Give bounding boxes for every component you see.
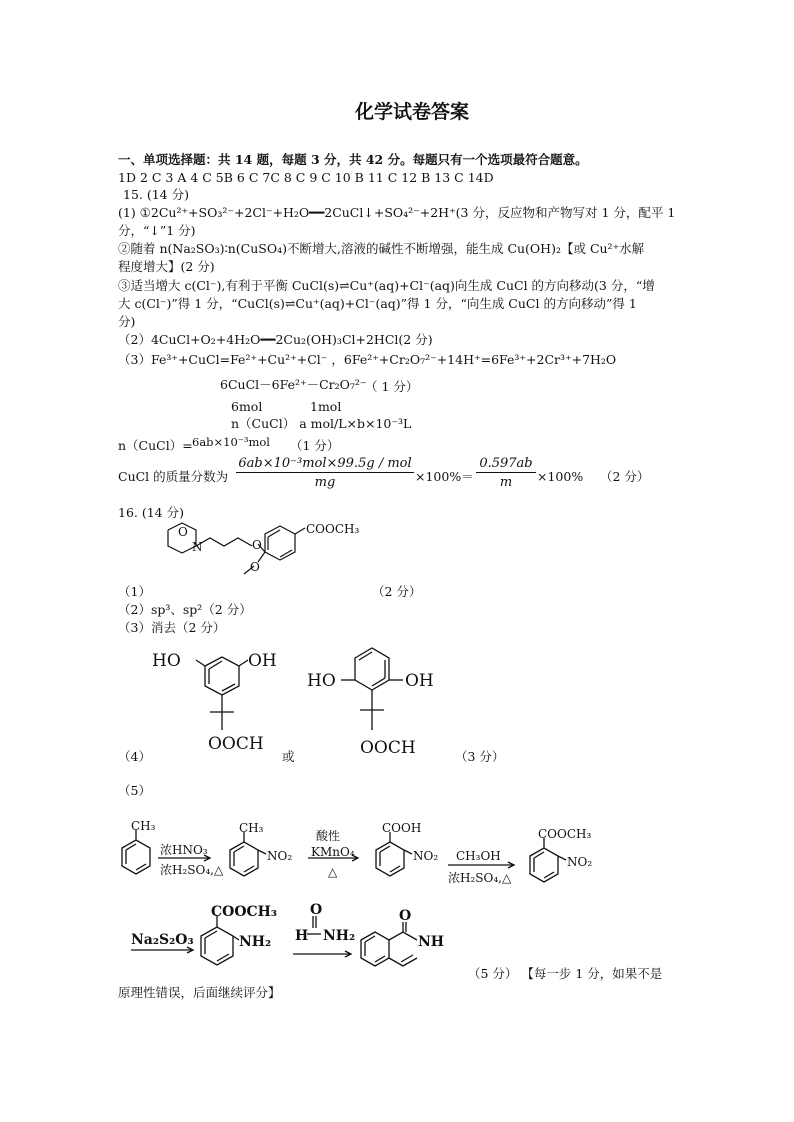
route-int3-cooch3: COOCH₃ [538, 827, 592, 841]
q15-times-2: ×100% [537, 469, 584, 484]
synthesis-route-row1 [118, 818, 618, 898]
q15-p2-line1: ②随着 n(Na₂SO₃)∶n(CuSO₄)不断增大,溶液的碱性不断增强，能生成 Cu(OH)₂【或 Cu²⁺水解 [118, 241, 645, 256]
route-step3-bottom: 浓H₂SO₄,△ [448, 871, 512, 885]
q16-p4-label: （4） [118, 749, 151, 764]
q15-part2: （2）4CuCl+O₂+4H₂O━━2Cu₂(OH)₃Cl+2HCl(2 分) [118, 332, 433, 347]
q15-n-result-value: 6ab×10⁻³mol [192, 435, 270, 449]
q16-p4-or: 或 [282, 749, 295, 764]
q15-relation: 6CuCl－6Fe²⁺－Cr₂O₇²⁻ [220, 377, 367, 392]
q16-p5-label: （5） [118, 783, 151, 798]
q15-fraction-2-numerator: 0.597ab [476, 456, 536, 473]
route-formamide-nh2: NH₂ [323, 928, 356, 944]
q15-p3-line1: ③适当增大 c(Cl⁻),有利于平衡 CuCl(s)⇌Cu⁺(aq)+Cl⁻(aq)向生成 CuCl 的方向移动(3 分，“增 [118, 278, 655, 293]
struct4a-ooch: OOCH [208, 734, 264, 754]
q16-p1-score: （2 分） [372, 584, 422, 599]
route-int2-cooh: COOH [382, 821, 422, 835]
route-step2-bottom: △ [328, 865, 338, 879]
route-int4-cooch3: COOCH₃ [211, 904, 278, 920]
synthesis-route-row2 [125, 900, 445, 980]
q16-p5-note: 原理性错误，后面继续评分】 [118, 985, 281, 1000]
q16-p3: （3）消去（2 分） [118, 620, 226, 635]
q15-fraction-1-numerator: 6ab×10⁻³mol×99.5g / mol [236, 456, 414, 473]
struct4b-oh: OH [405, 671, 434, 691]
struct1-ester: COOCH₃ [306, 522, 360, 536]
q15-p3-line2: 大 c(Cl⁻)”得 1 分，“CuCl(s)⇌Cu⁺(aq)+Cl⁻(aq)”得 1 分，“向生成 CuCl 的方向移动”得 1 [118, 296, 637, 311]
q16-p1-label: （1） [118, 584, 151, 599]
q15-fraction-1-denominator: mg [314, 475, 336, 490]
struct1-o-methoxy: O [250, 560, 260, 574]
q15-n-result-score: （1 分） [290, 438, 340, 453]
struct4a-oh: OH [248, 651, 277, 671]
structure-q16-4a [150, 648, 290, 763]
struct1-n: N [192, 540, 203, 554]
q15-mass-score: （2 分） [600, 469, 650, 484]
route-step2-top: 酸性 [316, 829, 341, 843]
route-int2-no2: NO₂ [413, 849, 439, 863]
section1-heading: 一、单项选择题：共 14 题，每题 3 分，共 42 分。每题只有一个选项最符合题意。 [118, 152, 588, 167]
route-toluene-ch3: CH₃ [131, 819, 156, 833]
q15-mol-6: 6mol [231, 399, 263, 414]
q15-fraction-2-denominator: m [499, 475, 513, 490]
route-product-o: O [399, 908, 412, 924]
q15-n-line: n（CuCl） a mol/L×b×10⁻³L [231, 416, 412, 431]
q15-header: 15. (14 分) [123, 187, 189, 202]
q15-mass-label: CuCl 的质量分数为 [118, 469, 229, 484]
q15-p1-line1: (1) ①2Cu²⁺+SO₃²⁻+2Cl⁻+H₂O━━2CuCl↓+SO₄²⁻+2H⁺(3 分，反应物和产物写对 1 分，配平 1 [118, 205, 676, 220]
q16-p5-score: （5 分） 【每一步 1 分，如果不是 [468, 966, 663, 981]
route-product-nh: NH [418, 934, 445, 950]
struct4b-ooch: OOCH [360, 738, 416, 758]
q16-p2: （2）sp³、sp²（2 分） [118, 602, 252, 617]
route-step3-top: CH₃OH [456, 849, 501, 863]
q15-p2-line2: 程度增大】(2 分) [118, 259, 215, 274]
route-int3-no2: NO₂ [567, 855, 593, 869]
q15-fraction-1 [236, 456, 414, 490]
q15-relation-score: （ 1 分） [365, 379, 419, 394]
struct1-o-ring: O [178, 525, 188, 539]
q15-mol-1: 1mol [310, 399, 342, 414]
q15-fraction-2 [476, 456, 536, 490]
route-int1-ch3: CH₃ [239, 821, 264, 835]
page-title: 化学试卷答案 [355, 101, 470, 123]
struct4a-ho: HO [152, 651, 181, 671]
q15-p1-line2: 分，“↓”1 分) [118, 223, 196, 238]
route-step1-top: 浓HNO₃ [160, 843, 208, 857]
q15-times-1: ×100%＝ [415, 469, 474, 484]
struct4b-ho: HO [307, 671, 336, 691]
route-int1-no2: NO₂ [267, 849, 293, 863]
q15-part3-equations: （3）Fe³⁺+CuCl=Fe²⁺+Cu²⁺+Cl⁻ ，6Fe²⁺+Cr₂O₇²⁻+14H⁺=6Fe³⁺+2Cr³⁺+7H₂O [118, 352, 617, 367]
route-formamide-h: H [295, 928, 309, 944]
route-step4-top: Na₂S₂O₃ [131, 932, 194, 948]
q15-n-result-label: n（CuCl）= [118, 438, 193, 453]
route-formamide-o: O [310, 902, 323, 918]
q16-p4-score: （3 分） [455, 749, 505, 764]
structure-q16-1 [150, 522, 390, 584]
section1-answers: 1D 2 C 3 A 4 C 5B 6 C 7C 8 C 9 C 10 B 11 C 12 B 13 C 14D [118, 170, 494, 185]
q16-header: 16. (14 分) [118, 505, 184, 520]
q15-p3-line3: 分) [118, 314, 136, 329]
route-int4-nh2: NH₂ [239, 934, 272, 950]
struct1-o-ether: O [252, 538, 262, 552]
route-step2-mid: KMnO₄ [311, 845, 355, 859]
structure-q16-4b [305, 640, 455, 760]
route-step1-bottom: 浓H₂SO₄,△ [160, 863, 224, 877]
